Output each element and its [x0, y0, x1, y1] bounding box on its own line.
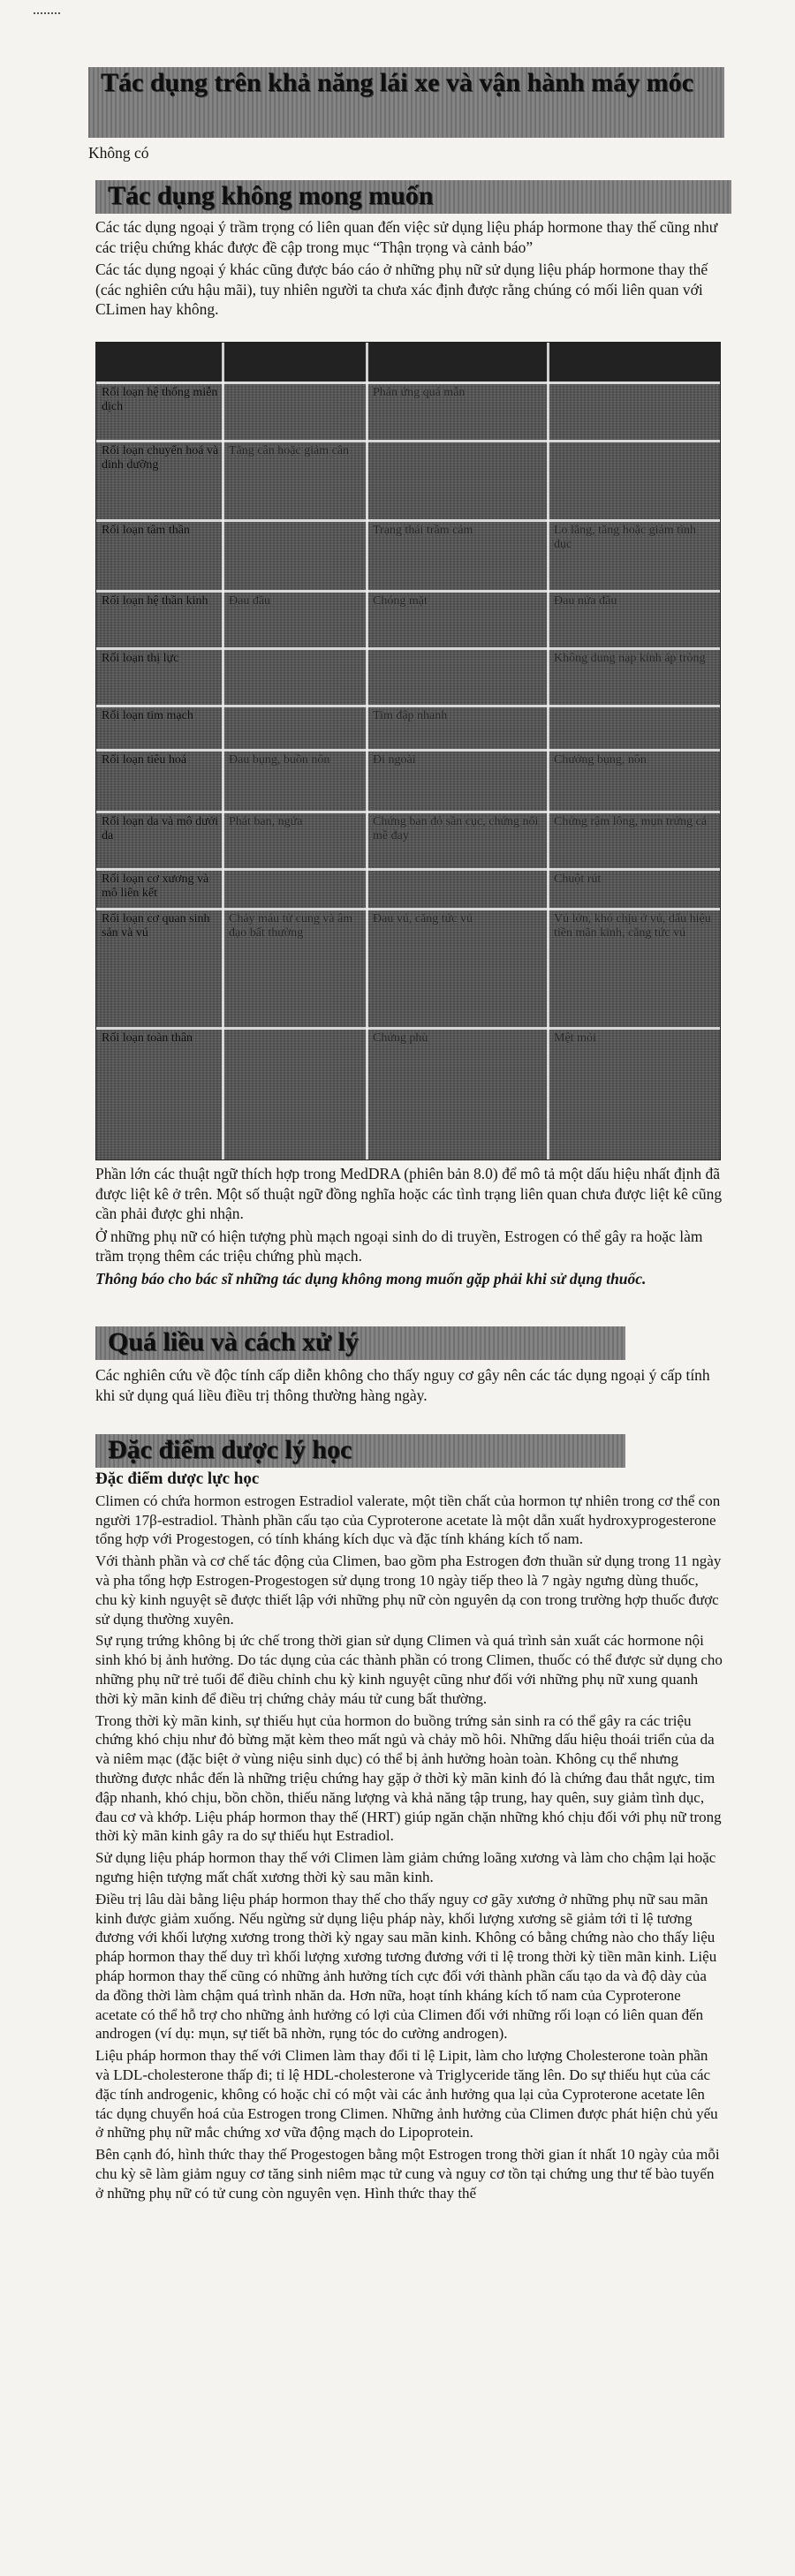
side-effects-outro [95, 1164, 723, 1291]
table-cell: Chứng rậm lông, mụn trứng cá [554, 815, 708, 828]
table-cell: Phát ban, ngứa [229, 815, 303, 828]
table-cell: Mệt mỏi [554, 1031, 596, 1045]
table-row-label: Rối loạn tim mạch [102, 709, 193, 722]
table-cell: Chứng phù [373, 1031, 428, 1045]
table-cell: Chuột rút [554, 873, 602, 886]
side-effects-outro-p2: Ở những phụ nữ có hiện tượng phù mạch ngoại sinh do di truyền, Estrogen có thể gây ra hoặc làm trầm trọng thêm các triệu chứng phù mạch. [95, 1227, 703, 1265]
pharmacology-p4: Trong thời kỳ mãn kinh, sự thiếu hụt của hormon do buồng trứng sản sinh ra có thể gây ra các triệu chứng khó chịu như đỏ bừng mặt kèm theo mất ngủ và chảy mồ hôi. Những dấu hiệu thoái triển của da và niêm mạc (đặc biệt ở vùng niệu sinh dục) có thể bị ảnh hưởng hoàn toàn. Không cụ thể nhưng thường được nhắc đến là những triệu chứng hay gặp ở thời kỳ mãn kinh đó là chứng đau thắt ngực, tim đập nhanh, khó chịu, bồn chồn, thiếu năng lượng và khả năng tập trung, hay quên, suy giảm tình dục, đau cơ và khớp. Liệu pháp hormon thay thế (HRT) giúp ngăn chặn những khó chịu đối với phụ nữ trong thời kỳ mãn kinh gây ra do sự thiếu hụt Estradiol. [95, 1711, 722, 1845]
table-row-label: Rối loạn tâm thần [102, 524, 190, 537]
table-row-label: Rối loạn hệ thần kinh [102, 594, 208, 608]
table-row-divider [96, 519, 720, 522]
pharmacology-subtitle: Đặc điểm dược lực học [95, 1469, 260, 1488]
side-effects-intro-p2: Các tác dụng ngoại ý khác cũng được báo cáo ở những phụ nữ sử dụng liệu pháp hormone thay thế (các nghiên cứu hậu mãi), tuy nhiên người ta chưa xác định được rằng chúng có mối liên quan với CLimen hay không. [95, 261, 708, 318]
table-cell: Chảy máu tử cung và âm đạo bất thường [229, 912, 353, 940]
table-cell: Không dung nạp kính áp tròng [554, 652, 706, 665]
table-row-label: Rối loạn thị lực [102, 652, 179, 665]
table-header-row [96, 343, 720, 381]
table-row-label: Rối loạn da và mô dưới da [102, 815, 219, 842]
side-effects-table [95, 342, 721, 1160]
table-row-label: Rối loạn chuyển hoá và dinh dưỡng [102, 444, 219, 472]
table-cell: Chứng ban đỏ sần cục, chứng nổi mề đay [373, 815, 539, 842]
table-cell: Tim đập nhanh [373, 709, 448, 722]
table-row-divider [96, 705, 720, 707]
section-heading-pharmacology: Đặc điểm dược lý học [95, 1434, 625, 1468]
table-row-divider [96, 590, 720, 593]
table-cell: Đau nửa đầu [554, 594, 617, 608]
section-body-driving: Không có [88, 144, 149, 162]
table-row-divider [96, 1027, 720, 1030]
table-cell: Đau đầu [229, 594, 271, 608]
pharmacology-p2: Với thành phần và cơ chế tác động của Climen, bao gồm pha Estrogen đơn thuần sử dụng trong 11 ngày và pha tổng hợp Estrogen-Progestogen sử dụng trong 10 ngày tiếp theo là 7 ngày ngưng dùng thuốc, chu kỳ kinh nguyệt sẽ được thiết lập với những phụ nữ còn nguyên dạ con trong trường hợp thuốc được sử dụng thường xuyên. [95, 1552, 722, 1628]
table-cell: Đau vú, căng tức vú [373, 912, 473, 925]
pharmacology-p5: Sử dụng liệu pháp hormon thay thế với Climen làm giảm chứng loãng xương và làm cho chậm lại hoặc ngưng hiện tượng mất chất xương thời kỳ sau mãn kinh. [95, 1849, 716, 1885]
table-cell: Vú lớn, khó chịu ở vú, dấu hiệu tiền mãn kinh, căng tức vú [554, 912, 711, 940]
pharmacology-p8: Bên cạnh đó, hình thức thay thế Progestogen bằng một Estrogen trong thời gian ít nhất 10 ngày của mỗi chu kỳ sẽ làm giảm nguy cơ tăng sinh niêm mạc tử cung và nguy cơ tồn tại chứng ung thư tế bào tuyến ở những phụ nữ có tử cung còn nguyên vẹn. Hình thức thay thế [95, 2146, 720, 2202]
overdose-body: Các nghiên cứu về độc tính cấp diễn không cho thấy nguy cơ gây nên các tác dụng ngoại ý cấp tính khi sử dụng quá liều điều trị thông thường hàng ngày. [95, 1366, 710, 1404]
table-row-label: Rối loạn hệ thống miễn dịch [102, 386, 218, 413]
table-cell: Đi ngoài [373, 753, 416, 767]
table-row-divider [96, 908, 720, 910]
section-heading-side-effects: Tác dụng không mong muốn [95, 180, 731, 214]
table-row-divider [96, 868, 720, 871]
table-row-label: Rối loạn cơ xương và mô liên kết [102, 873, 209, 900]
table-row-divider [96, 647, 720, 650]
scan-artifact [34, 12, 60, 21]
table-row-label: Rối loạn tiêu hoá [102, 753, 187, 767]
pharmacology-p7: Liệu pháp hormon thay thế với Climen làm thay đổi tỉ lệ Lipit, làm cho lượng Cholesterone toàn phần và LDL-cholesterone thấp đi; tỉ lệ HDL-cholesterone và Triglyceride tăng lên. Do sự thiếu hụt của các đặc tính androgenic, không có hoặc chỉ có một vài các ảnh hưởng qua lại của Cyproterone acetate lên tác dụng chuyển hoá của Estrogen trong Climen. Những ảnh hưởng của Climen được phát hiện chủ yếu ở những phụ nữ mắc chứng xơ vữa động mạch do Lipoprotein. [95, 2047, 718, 2142]
table-cell: Trạng thái trầm cảm [373, 524, 473, 537]
table-cell: Lo lắng, tăng hoặc giảm tình dục [554, 524, 696, 551]
table-row-label: Rối loạn cơ quan sinh sản và vú [102, 912, 210, 940]
pharmacology-p6: Điều trị lâu dài bằng liệu pháp hormon thay thế cho thấy nguy cơ gãy xương ở những phụ nữ sau mãn kinh được giảm xuống. Nếu ngừng sử dụng liệu pháp này, khối lượng xương sẽ giảm tới tỉ lệ tương đương với khối lượng xương trong thời kỳ ngay sau mãn kinh. Không có bằng chứng nào cho thấy liệu pháp hormon thay thế duy trì khối lượng xương tương đương với tỉ lệ trong thời kỳ tiền mãn kinh. Liệu pháp hormon thay thế cũng có những ảnh hưởng tích cực đối với thành phần cấu tạo da và độ dày của da đồng thời làm chậm quá trình nhăn da. Hơn nữa, hoạt tính kháng kích tố nam của Cyproterone acetate có thể hỗ trợ cho những ảnh hưởng có lợi của Climen đối với những rối loạn có liên quan đến androgen (ví dụ: mụn, sự tiết bã nhờn, rụng tóc do cường androgen). [95, 1890, 717, 2043]
table-cell: Chóng mặt [373, 594, 428, 608]
table-row-divider [96, 381, 720, 384]
table-cell: Đau bụng, buồn nôn [229, 753, 330, 767]
side-effects-intro [95, 217, 723, 322]
section-heading-overdose: Quá liều và cách xử lý [95, 1326, 625, 1360]
table-row-divider [96, 440, 720, 442]
side-effects-intro-p1: Các tác dụng ngoại ý trầm trọng có liên quan đến việc sử dụng liệu pháp hormone thay thế cũng như các triệu chứng khác được đề cập trong mục “Thận trọng và cảnh báo” [95, 218, 718, 256]
table-row-label: Rối loạn toàn thân [102, 1031, 193, 1045]
pharmacology-p1: Climen có chứa hormon estrogen Estradiol valerate, một tiền chất của hormon tự nhiên trong cơ thể con người 17β-estradiol. Thành phần cấu tạo của Cyproterone acetate là một dẫn xuất hydroxyprogesterone tổng hợp với Progestogen, có tính kháng kích dục và đặc tính kháng kích tố nam. [95, 1492, 721, 1548]
pharmacology-p3: Sự rụng trứng không bị ức chế trong thời gian sử dụng Climen và quá trình sản xuất các hormone nội sinh khó bị ảnh hưởng. Do tác dụng của các thành phần có trong Climen, thuốc có thể được sử dụng cho những phụ nữ trẻ tuổi để điều chỉnh chu kỳ kinh nguyệt cũng như đối với những phụ nữ xung quanh thời kỳ mãn kinh để điều trị chứng chảy máu tử cung bất thường. [95, 1632, 723, 1707]
table-cell: Phản ứng quá mẫn [373, 386, 466, 399]
table-row-divider [96, 749, 720, 752]
table-cell: Chướng bụng, nôn [554, 753, 647, 767]
table-cell: Tăng cân hoặc giảm cân [229, 444, 350, 457]
side-effects-outro-p1: Phần lớn các thuật ngữ thích hợp trong MedDRA (phiên bản 8.0) để mô tả một dấu hiệu nhất định đã được liệt kê ở trên. Một số thuật ngữ đồng nghĩa hoặc các tình trạng liên quan chưa được liệt kê cũng cần phải được ghi nhận. [95, 1165, 723, 1222]
side-effects-notice: Thông báo cho bác sĩ những tác dụng không mong muốn gặp phải khi sử dụng thuốc. [95, 1269, 647, 1288]
section-heading-driving: Tác dụng trên khả năng lái xe và vận hành máy móc [88, 67, 724, 138]
pharmacology-body [95, 1469, 723, 2205]
table-row-divider [96, 811, 720, 813]
